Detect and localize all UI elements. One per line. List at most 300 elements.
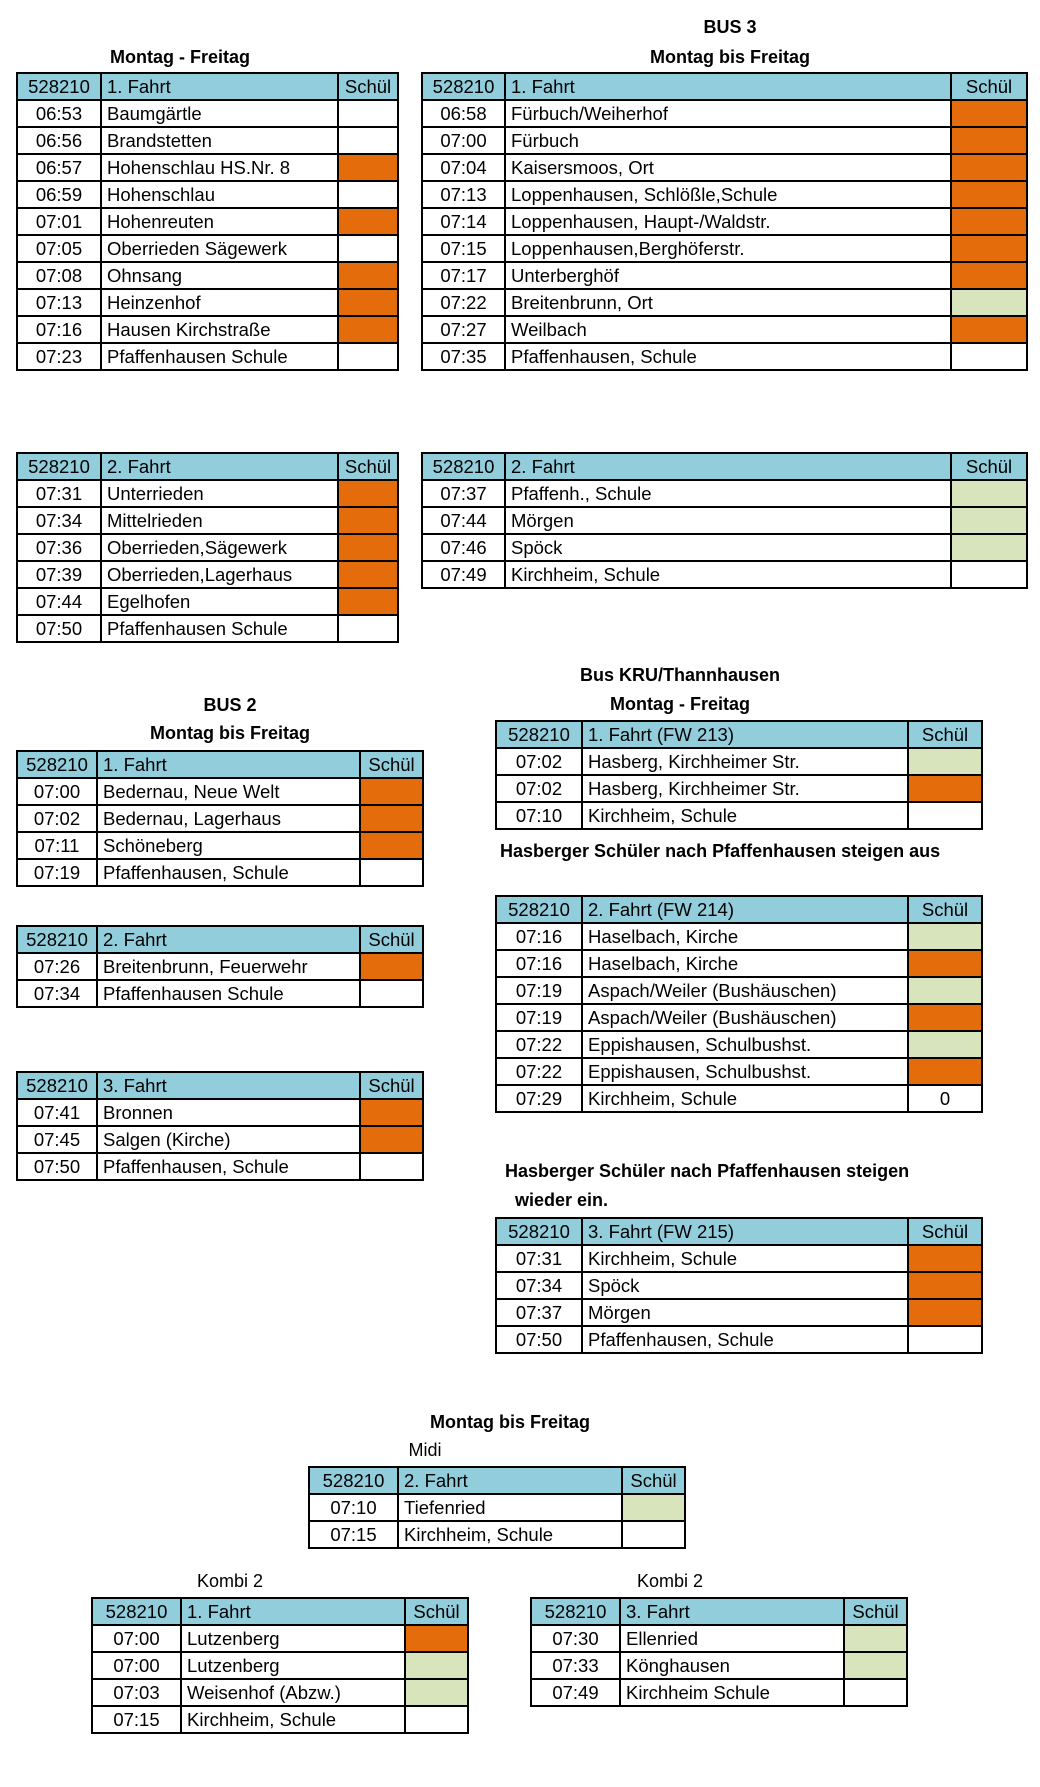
table-row: [496, 1058, 982, 1085]
table-row: [422, 343, 1027, 370]
table-row: [17, 480, 398, 507]
table-row: [496, 775, 982, 802]
departure-time: 07:31: [17, 480, 101, 507]
table-row: [422, 127, 1027, 154]
header-code: 528210: [531, 1598, 620, 1625]
header-trip: 1. Fahrt: [181, 1598, 405, 1625]
departure-time: 07:23: [17, 343, 101, 370]
student-marker-cell: [951, 181, 1027, 208]
note-students-get-on-line1: Hasberger Schüler nach Pfaffenhausen steigen: [505, 1161, 910, 1181]
stop-name: Fürbuch: [505, 127, 951, 154]
student-marker-cell: [405, 1652, 468, 1679]
student-marker-cell: [360, 1153, 423, 1180]
bus2-heading: BUS 2: [203, 695, 257, 715]
stop-name: Spöck: [505, 534, 951, 561]
weekday-heading-bus3: Montag bis Freitag: [649, 47, 810, 67]
stop-name: Oberrieden,Sägewerk: [101, 534, 338, 561]
student-marker-cell: [951, 154, 1027, 181]
table-row: [422, 262, 1027, 289]
departure-time: 07:00: [422, 127, 505, 154]
table-row: [17, 507, 398, 534]
student-marker-cell: [338, 316, 398, 343]
header-schueler-column: Schül: [338, 453, 398, 480]
weekday-heading-bus2: Montag bis Freitag: [149, 723, 310, 743]
table-header-row: [496, 1218, 982, 1245]
stop-name: Kirchheim, Schule: [398, 1521, 622, 1548]
header-schueler-column: Schül: [360, 926, 423, 953]
departure-time: 07:27: [422, 316, 505, 343]
departure-time: 07:50: [17, 1153, 97, 1180]
table-row: [17, 316, 398, 343]
student-marker-cell: [951, 289, 1027, 316]
header-code: 528210: [17, 1072, 97, 1099]
table-row: [496, 977, 982, 1004]
table-row: [17, 1153, 423, 1180]
student-marker-cell: [338, 534, 398, 561]
weekday-heading-kru: Montag - Freitag: [610, 694, 750, 714]
header-trip: 3. Fahrt: [620, 1598, 844, 1625]
departure-time: 07:10: [309, 1494, 398, 1521]
stop-name: Mittelrieden: [101, 507, 338, 534]
student-marker-cell: [844, 1652, 907, 1679]
table-row: [496, 1245, 982, 1272]
header-code: 528210: [17, 73, 101, 100]
stop-name: Breitenbrunn, Feuerwehr: [97, 953, 360, 980]
student-marker-cell: [908, 950, 982, 977]
stop-name: Salgen (Kirche): [97, 1126, 360, 1153]
student-marker-cell: [338, 208, 398, 235]
header-schueler-column: Schül: [338, 73, 398, 100]
stop-name: Kirchheim, Schule: [582, 1245, 908, 1272]
table-row: [422, 154, 1027, 181]
table-row: [17, 262, 398, 289]
table-row: [17, 561, 398, 588]
table-row: [17, 100, 398, 127]
student-marker-cell: [360, 953, 423, 980]
stop-name: Loppenhausen,Berghöferstr.: [505, 235, 951, 262]
table-row: [496, 802, 982, 829]
stop-name: Loppenhausen, Haupt-/Waldstr.: [505, 208, 951, 235]
departure-time: 06:58: [422, 100, 505, 127]
student-marker-cell: [951, 316, 1027, 343]
student-marker-cell: [844, 1679, 907, 1706]
departure-time: 07:00: [17, 778, 97, 805]
student-marker-cell: [360, 980, 423, 1007]
header-code: 528210: [496, 1218, 582, 1245]
student-marker-cell: [908, 1058, 982, 1085]
student-marker-cell: [908, 802, 982, 829]
header-code: 528210: [17, 751, 97, 778]
stop-name: Aspach/Weiler (Bushäuschen): [582, 1004, 908, 1031]
departure-time: 07:02: [17, 805, 97, 832]
departure-time: 07:37: [422, 480, 505, 507]
student-marker-cell: [908, 923, 982, 950]
stop-name: Kirchheim Schule: [620, 1679, 844, 1706]
student-marker-cell: [360, 859, 423, 886]
stop-name: Spöck: [582, 1272, 908, 1299]
student-marker-cell: [360, 832, 423, 859]
stop-name: Bedernau, Lagerhaus: [97, 805, 360, 832]
stop-name: Ohnsang: [101, 262, 338, 289]
stop-name: Pfaffenhausen Schule: [101, 343, 338, 370]
stop-name: Brandstetten: [101, 127, 338, 154]
table-row: [422, 235, 1027, 262]
student-marker-cell: [338, 343, 398, 370]
table-row: [92, 1706, 468, 1733]
table-row: [496, 923, 982, 950]
student-marker-cell: [844, 1625, 907, 1652]
table-header-row: [496, 721, 982, 748]
student-marker-cell: [622, 1494, 685, 1521]
table-header-row: [531, 1598, 907, 1625]
table-header-row: [422, 73, 1027, 100]
departure-time: 07:16: [17, 316, 101, 343]
timetable-kru-2-fahrt: [495, 895, 983, 1113]
header-code: 528210: [17, 453, 101, 480]
header-schueler-column: Schül: [622, 1467, 685, 1494]
header-trip: 2. Fahrt: [398, 1467, 622, 1494]
stop-name: Breitenbrunn, Ort: [505, 289, 951, 316]
student-marker-cell: [951, 208, 1027, 235]
header-schueler-column: Schül: [951, 73, 1027, 100]
student-marker-cell: [360, 1126, 423, 1153]
student-marker-cell: [951, 480, 1027, 507]
departure-time: 07:31: [496, 1245, 582, 1272]
header-trip: 1. Fahrt (FW 213): [582, 721, 908, 748]
stop-name: Bedernau, Neue Welt: [97, 778, 360, 805]
header-code: 528210: [309, 1467, 398, 1494]
stop-name: Kirchheim, Schule: [582, 802, 908, 829]
table-row: [496, 1299, 982, 1326]
stop-name: Haselbach, Kirche: [582, 950, 908, 977]
student-marker-cell: [338, 507, 398, 534]
departure-time: 07:30: [531, 1625, 620, 1652]
departure-time: 07:05: [17, 235, 101, 262]
departure-time: 07:22: [422, 289, 505, 316]
timetable-kombi2-1-fahrt: [91, 1597, 469, 1734]
header-code: 528210: [496, 896, 582, 923]
header-trip: 2. Fahrt: [505, 453, 951, 480]
student-marker-cell: [908, 775, 982, 802]
departure-time: 07:22: [496, 1058, 582, 1085]
stop-name: Pfaffenhausen Schule: [97, 980, 360, 1007]
table-row: [531, 1625, 907, 1652]
note-students-get-off: Hasberger Schüler nach Pfaffenhausen steigen aus: [500, 841, 941, 861]
student-marker-cell: [338, 127, 398, 154]
departure-time: 07:15: [309, 1521, 398, 1548]
header-schueler-column: Schül: [360, 751, 423, 778]
departure-time: 07:34: [496, 1272, 582, 1299]
table-row: [422, 480, 1027, 507]
stop-name: Egelhofen: [101, 588, 338, 615]
departure-time: 07:15: [422, 235, 505, 262]
departure-time: 07:44: [422, 507, 505, 534]
table-row: [496, 748, 982, 775]
departure-time: 07:14: [422, 208, 505, 235]
departure-time: 07:19: [496, 1004, 582, 1031]
header-trip: 2. Fahrt: [97, 926, 360, 953]
note-students-get-on-line2: wieder ein.: [515, 1190, 609, 1210]
student-marker-cell: [338, 262, 398, 289]
departure-time: 07:39: [17, 561, 101, 588]
table-header-row: [17, 73, 398, 100]
stop-name: Hohenschlau: [101, 181, 338, 208]
student-marker-cell: [908, 1299, 982, 1326]
departure-time: 07:49: [531, 1679, 620, 1706]
student-marker-cell: [622, 1521, 685, 1548]
departure-time: 07:34: [17, 980, 97, 1007]
student-marker-cell: [405, 1706, 468, 1733]
student-marker-cell: [338, 561, 398, 588]
table-row: [17, 235, 398, 262]
table-header-row: [17, 926, 423, 953]
table-row: [422, 534, 1027, 561]
student-marker-cell: [908, 748, 982, 775]
header-schueler-column: Schül: [844, 1598, 907, 1625]
stop-name: Lutzenberg: [181, 1652, 405, 1679]
timetable-midi-2-fahrt: [308, 1466, 686, 1549]
student-marker-cell: [951, 534, 1027, 561]
stop-name: Pfaffenhausen Schule: [101, 615, 338, 642]
student-marker-cell: [338, 181, 398, 208]
timetable-kru-1-fahrt: [495, 720, 983, 830]
departure-time: 07:35: [422, 343, 505, 370]
header-trip: 2. Fahrt: [101, 453, 338, 480]
student-marker-cell: [908, 1245, 982, 1272]
table-row: [17, 343, 398, 370]
departure-time: 07:33: [531, 1652, 620, 1679]
departure-time: 07:04: [422, 154, 505, 181]
header-schueler-column: Schül: [951, 453, 1027, 480]
student-marker-cell: [908, 1004, 982, 1031]
stop-name: Kirchheim, Schule: [582, 1085, 908, 1112]
student-marker-cell: [338, 100, 398, 127]
table-row: [496, 1326, 982, 1353]
table-header-row: [496, 896, 982, 923]
stop-name: Weisenhof (Abzw.): [181, 1679, 405, 1706]
header-schueler-column: Schül: [360, 1072, 423, 1099]
table-row: [422, 289, 1027, 316]
timetable-bus3-1-fahrt: [421, 72, 1028, 371]
departure-time: 07:16: [496, 923, 582, 950]
table-row: [92, 1679, 468, 1706]
student-marker-cell: [908, 1326, 982, 1353]
student-marker-cell: [908, 1272, 982, 1299]
stop-name: Tiefenried: [398, 1494, 622, 1521]
stop-name: Kirchheim, Schule: [505, 561, 951, 588]
table-row: [17, 980, 423, 1007]
header-schueler-column: Schül: [908, 721, 982, 748]
student-marker-cell: [951, 235, 1027, 262]
stop-name: Baumgärtle: [101, 100, 338, 127]
table-row: [17, 1126, 423, 1153]
stop-name: Schöneberg: [97, 832, 360, 859]
header-trip: 1. Fahrt: [101, 73, 338, 100]
table-row: [496, 1272, 982, 1299]
student-marker-cell: [405, 1679, 468, 1706]
student-marker-cell: [338, 235, 398, 262]
stop-name: Bronnen: [97, 1099, 360, 1126]
departure-time: 07:10: [496, 802, 582, 829]
table-row: [92, 1625, 468, 1652]
table-row: [17, 953, 423, 980]
header-trip: 1. Fahrt: [505, 73, 951, 100]
stop-name: Eppishausen, Schulbushst.: [582, 1031, 908, 1058]
header-trip: 1. Fahrt: [97, 751, 360, 778]
weekday-heading-top-left: Montag - Freitag: [110, 47, 250, 67]
student-marker-cell: [951, 507, 1027, 534]
table-row: [496, 1031, 982, 1058]
header-code: 528210: [92, 1598, 181, 1625]
midi-label: Midi: [408, 1440, 442, 1460]
table-row: [531, 1652, 907, 1679]
table-header-row: [309, 1467, 685, 1494]
table-row: [17, 778, 423, 805]
table-row: [17, 181, 398, 208]
timetable-bus2-2-fahrt: [16, 925, 424, 1008]
student-marker-cell: [338, 154, 398, 181]
table-row: [422, 100, 1027, 127]
table-row: [309, 1494, 685, 1521]
table-row: [92, 1652, 468, 1679]
stop-name: Hasberg, Kirchheimer Str.: [582, 748, 908, 775]
departure-time: 07:00: [92, 1652, 181, 1679]
departure-time: 07:26: [17, 953, 97, 980]
departure-time: 06:56: [17, 127, 101, 154]
departure-time: 07:02: [496, 748, 582, 775]
kombi2-left-label: Kombi 2: [196, 1571, 264, 1591]
table-row: [17, 534, 398, 561]
departure-time: 07:13: [17, 289, 101, 316]
student-marker-cell: 0: [908, 1085, 982, 1112]
departure-time: 07:03: [92, 1679, 181, 1706]
student-marker-cell: [405, 1625, 468, 1652]
stop-name: Lutzenberg: [181, 1625, 405, 1652]
table-row: [496, 1085, 982, 1112]
student-marker-cell: [951, 100, 1027, 127]
stop-name: Hausen Kirchstraße: [101, 316, 338, 343]
header-code: 528210: [422, 73, 505, 100]
table-row: [17, 859, 423, 886]
stop-name: Loppenhausen, Schlößle,Schule: [505, 181, 951, 208]
stop-name: Weilbach: [505, 316, 951, 343]
student-marker-cell: [908, 1031, 982, 1058]
departure-time: 06:53: [17, 100, 101, 127]
stop-name: Unterrieden: [101, 480, 338, 507]
departure-time: 07:08: [17, 262, 101, 289]
table-row: [17, 127, 398, 154]
table-row: [309, 1521, 685, 1548]
table-header-row: [17, 751, 423, 778]
header-code: 528210: [17, 926, 97, 953]
departure-time: 07:22: [496, 1031, 582, 1058]
table-row: [422, 316, 1027, 343]
stop-name: Oberrieden,Lagerhaus: [101, 561, 338, 588]
stop-name: Kirchheim, Schule: [181, 1706, 405, 1733]
departure-time: 07:50: [496, 1326, 582, 1353]
departure-time: 07:16: [496, 950, 582, 977]
student-marker-cell: [908, 977, 982, 1004]
bus-kru-heading: Bus KRU/Thannhausen: [579, 665, 780, 685]
departure-time: 07:02: [496, 775, 582, 802]
departure-time: 07:37: [496, 1299, 582, 1326]
stop-name: Ellenried: [620, 1625, 844, 1652]
departure-time: 07:11: [17, 832, 97, 859]
departure-time: 07:00: [92, 1625, 181, 1652]
table-row: [496, 1004, 982, 1031]
departure-time: 06:57: [17, 154, 101, 181]
table-header-row: [17, 453, 398, 480]
timetable-montag-freitag-2-fahrt: [16, 452, 399, 643]
table-row: [17, 588, 398, 615]
table-row: [422, 208, 1027, 235]
stop-name: Pfaffenhausen, Schule: [97, 1153, 360, 1180]
kombi2-right-label: Kombi 2: [636, 1571, 704, 1591]
timetable-kru-3-fahrt: [495, 1217, 983, 1354]
student-marker-cell: [951, 262, 1027, 289]
table-row: [17, 208, 398, 235]
header-code: 528210: [422, 453, 505, 480]
departure-time: 07:41: [17, 1099, 97, 1126]
table-header-row: [92, 1598, 468, 1625]
header-schueler-column: Schül: [908, 1218, 982, 1245]
student-marker-cell: [338, 588, 398, 615]
table-row: [422, 561, 1027, 588]
table-row: [17, 615, 398, 642]
stop-name: Hohenreuten: [101, 208, 338, 235]
header-trip: 2. Fahrt (FW 214): [582, 896, 908, 923]
table-row: [17, 289, 398, 316]
table-row: [422, 507, 1027, 534]
bus3-heading: BUS 3: [703, 17, 757, 37]
departure-time: 07:49: [422, 561, 505, 588]
stop-name: Pfaffenhausen, Schule: [505, 343, 951, 370]
stop-name: Hohenschlau HS.Nr. 8: [101, 154, 338, 181]
table-header-row: [422, 453, 1027, 480]
stop-name: Kaisersmoos, Ort: [505, 154, 951, 181]
stop-name: Pfaffenhausen, Schule: [582, 1326, 908, 1353]
stop-name: Unterberghöf: [505, 262, 951, 289]
table-row: [422, 181, 1027, 208]
student-marker-cell: [338, 480, 398, 507]
stop-name: Heinzenhof: [101, 289, 338, 316]
stop-name: Mörgen: [582, 1299, 908, 1326]
stop-name: Aspach/Weiler (Bushäuschen): [582, 977, 908, 1004]
student-marker-cell: [338, 615, 398, 642]
table-row: [17, 154, 398, 181]
student-marker-cell: [360, 1099, 423, 1126]
stop-name: Könghausen: [620, 1652, 844, 1679]
timetable-bus3-2-fahrt: [421, 452, 1028, 589]
stop-name: Haselbach, Kirche: [582, 923, 908, 950]
student-marker-cell: [951, 343, 1027, 370]
departure-time: 07:15: [92, 1706, 181, 1733]
student-marker-cell: [360, 778, 423, 805]
departure-time: 07:36: [17, 534, 101, 561]
departure-time: 06:59: [17, 181, 101, 208]
timetable-montag-freitag-1-fahrt: [16, 72, 399, 371]
departure-time: 07:34: [17, 507, 101, 534]
departure-time: 07:45: [17, 1126, 97, 1153]
departure-time: 07:01: [17, 208, 101, 235]
departure-time: 07:46: [422, 534, 505, 561]
header-trip: 3. Fahrt: [97, 1072, 360, 1099]
timetable-bus2-3-fahrt: [16, 1071, 424, 1181]
departure-time: 07:19: [17, 859, 97, 886]
header-schueler-column: Schül: [908, 896, 982, 923]
stop-name: Oberrieden Sägewerk: [101, 235, 338, 262]
stop-name: Pfaffenhausen, Schule: [97, 859, 360, 886]
